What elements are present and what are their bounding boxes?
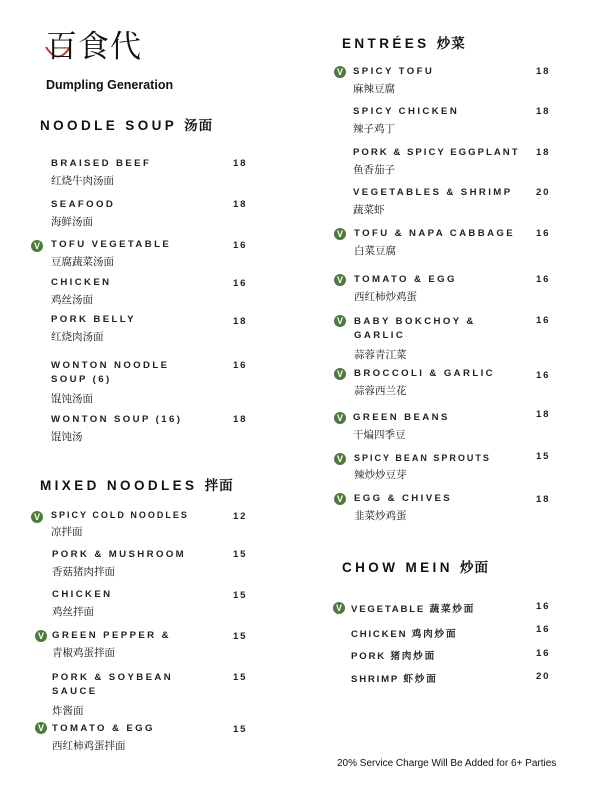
menu-item-green-pepper xyxy=(52,630,171,660)
section-title-text: ENTRÉES xyxy=(342,36,430,51)
vegetarian-icon: V xyxy=(334,368,346,380)
item-price: 16 xyxy=(233,360,248,371)
item-price: 16 xyxy=(536,274,551,285)
item-price: 16 xyxy=(233,278,248,289)
menu-item-green-beans xyxy=(353,412,450,442)
item-name: TOMATO & EGG xyxy=(354,274,457,285)
menu-item-pork-mushroom xyxy=(52,549,186,579)
section-title-noodle-soup xyxy=(40,114,213,134)
logo xyxy=(40,29,200,94)
item-name-cn: 蒜蓉青江菜 xyxy=(354,349,407,361)
item-name: BROCCOLI & GARLIC xyxy=(354,368,495,379)
item-name: CHICKEN xyxy=(52,589,113,600)
section-title-chow-mein xyxy=(342,556,489,576)
item-price: 20 xyxy=(536,671,551,682)
item-price: 18 xyxy=(536,147,551,158)
item-price: 16 xyxy=(536,228,551,239)
section-title-text: CHOW MEIN xyxy=(342,560,453,575)
menu-item-egg-chives xyxy=(354,493,452,523)
vegetarian-icon: V xyxy=(35,722,47,734)
menu-item-broccoli-garlic xyxy=(354,368,495,398)
item-name-cn: 西红柿鸡蛋拌面 xyxy=(52,740,126,752)
item-price: 15 xyxy=(233,672,248,683)
vegetarian-icon: V xyxy=(334,274,346,286)
item-price: 18 xyxy=(233,158,248,169)
item-price: 18 xyxy=(233,316,248,327)
chow-mein-item-shrimp: SHRIMP 虾炒面 xyxy=(351,674,438,685)
section-title-entrees xyxy=(342,32,466,52)
item-price: 16 xyxy=(536,601,551,612)
logo-english: Dumpling Generation xyxy=(46,78,174,92)
item-name-cn: 麻辣豆腐 xyxy=(353,83,395,95)
item-name: EGG & CHIVES xyxy=(354,493,453,504)
item-price: 18 xyxy=(233,199,248,210)
chow-mein-item-pork: PORK 猪肉炒面 xyxy=(351,651,436,662)
item-name-cn: 干煸四季豆 xyxy=(353,429,406,441)
item-name-cn: 西红柿炒鸡蛋 xyxy=(354,291,417,303)
item-name: BRAISED BEEF xyxy=(51,158,152,169)
menu-item-wonton-noodle-soup xyxy=(51,359,201,406)
item-name: TOMATO & EGG xyxy=(52,723,155,734)
menu-item-tofu-napa-cabbage xyxy=(354,228,515,258)
menu-item-braised-beef xyxy=(51,158,151,188)
section-title-cn: 汤面 xyxy=(184,118,214,133)
menu-item-vegetables-shrimp xyxy=(353,187,513,217)
item-price: 18 xyxy=(233,414,248,425)
item-price: 18 xyxy=(536,409,551,420)
vegetarian-icon: V xyxy=(334,412,346,424)
item-name: SEAFOOD xyxy=(51,199,116,210)
menu-item-wonton-soup xyxy=(51,414,182,444)
menu-item-baby-bokchoy-garlic xyxy=(354,315,494,362)
vegetarian-icon: V xyxy=(334,228,346,240)
item-name-cn: 鸡丝拌面 xyxy=(52,606,94,618)
item-name-cn: 炸酱面 xyxy=(52,705,84,717)
item-price: 16 xyxy=(536,624,551,635)
item-name: SPICY CHICKEN xyxy=(353,106,460,117)
chow-mein-item-chicken: CHICKEN 鸡肉炒面 xyxy=(351,629,458,640)
item-name-cn: 香菇猪肉拌面 xyxy=(52,566,115,578)
menu-item-tofu-vegetable xyxy=(51,239,171,269)
menu-item-chicken-mixed xyxy=(52,589,113,619)
item-name-cn: 蔬菜虾 xyxy=(353,204,385,216)
item-name-cn: 白菜豆腐 xyxy=(354,245,396,257)
item-name: WONTON SOUP (16) xyxy=(51,414,183,425)
item-name-cn: 红烧肉汤面 xyxy=(51,331,104,343)
vegetarian-icon: V xyxy=(31,511,43,523)
item-name-cn: 蒜蓉西兰花 xyxy=(354,385,407,397)
item-name-cn: 凉拌面 xyxy=(51,526,83,538)
menu-item-spicy-chicken xyxy=(353,106,459,136)
item-name-cn: 韭菜炒鸡蛋 xyxy=(354,510,407,522)
item-price: 16 xyxy=(536,648,551,659)
section-title-text: MIXED NOODLES xyxy=(40,478,198,493)
item-name: GREEN BEANS xyxy=(353,412,450,423)
item-name-cn: 青椒鸡蛋拌面 xyxy=(52,647,115,659)
menu-item-tomato-egg xyxy=(354,274,457,304)
item-name-cn: 红烧牛肉汤面 xyxy=(51,175,114,187)
menu-item-spicy-tofu xyxy=(353,66,434,96)
item-name: SPICY COLD NOODLES xyxy=(51,510,189,520)
section-title-text: NOODLE SOUP xyxy=(40,118,177,133)
item-price: 18 xyxy=(536,106,551,117)
item-name-cn: 豆腐蔬菜汤面 xyxy=(51,256,114,268)
item-price: 15 xyxy=(233,724,248,735)
item-price: 16 xyxy=(536,370,551,381)
item-price: 18 xyxy=(536,494,551,505)
item-name: PORK & MUSHROOM xyxy=(52,549,187,560)
item-price: 15 xyxy=(233,549,248,560)
vegetarian-icon: V xyxy=(334,493,346,505)
vegetarian-icon: V xyxy=(31,240,43,252)
item-name: SPICY TOFU xyxy=(353,66,435,77)
item-name-cn: 鸡丝汤面 xyxy=(51,294,93,306)
item-name: PORK BELLY xyxy=(51,314,136,325)
section-title-cn: 炒菜 xyxy=(436,36,466,51)
item-name: WONTON NOODLE SOUP (6) xyxy=(51,360,170,385)
menu-item-tomato-egg-mixed xyxy=(52,723,155,753)
section-title-cn: 炒面 xyxy=(460,560,489,575)
item-name: VEGETABLES & SHRIMP xyxy=(353,187,513,198)
item-price: 15 xyxy=(233,631,248,642)
item-name-cn: 馄饨汤面 xyxy=(51,393,93,405)
section-title-cn: 拌面 xyxy=(204,478,234,493)
item-name: PORK & SOYBEAN SAUCE xyxy=(52,672,174,697)
menu-item-seafood xyxy=(51,199,115,229)
item-price: 12 xyxy=(233,511,248,522)
section-title-mixed-noodles xyxy=(40,474,234,494)
item-price: 16 xyxy=(233,240,248,251)
item-price: 16 xyxy=(536,315,551,326)
chow-mein-item-vegetable: VEGETABLE 蔬菜炒面 xyxy=(351,604,476,615)
item-name: GREEN PEPPER & xyxy=(52,630,171,641)
item-name: PORK & SPICY EGGPLANT xyxy=(353,147,520,158)
menu-item-spicy-cold-noodles xyxy=(51,510,189,539)
item-name-cn: 辣子鸡丁 xyxy=(353,123,395,135)
vegetarian-icon: V xyxy=(334,66,346,78)
vegetarian-icon: V xyxy=(333,602,345,614)
vegetarian-icon: V xyxy=(35,630,47,642)
menu-item-pork-belly xyxy=(51,314,136,344)
item-name: CHICKEN xyxy=(51,277,112,288)
vegetarian-icon: V xyxy=(334,315,346,327)
item-price: 20 xyxy=(536,187,551,198)
menu-item-chicken xyxy=(51,277,112,307)
vegetarian-icon: V xyxy=(334,453,346,465)
item-name: SPICY BEAN SPROUTS xyxy=(354,453,491,463)
item-name: TOFU & NAPA CABBAGE xyxy=(354,228,516,239)
menu-item-pork-soybean-sauce xyxy=(52,671,202,718)
item-price: 15 xyxy=(536,451,551,462)
menu-item-spicy-bean-sprouts xyxy=(354,453,491,482)
logo-chinese: 百食代 xyxy=(46,29,142,65)
menu-item-pork-spicy-eggplant xyxy=(353,147,520,177)
item-name-cn: 馄饨汤 xyxy=(51,431,83,443)
item-price: 15 xyxy=(233,590,248,601)
item-name: TOFU VEGETABLE xyxy=(51,239,172,250)
item-name-cn: 海鲜汤面 xyxy=(51,216,93,228)
item-price: 18 xyxy=(536,66,551,77)
item-name-cn: 辣炒炒豆芽 xyxy=(354,469,407,481)
item-name-cn: 鱼香茄子 xyxy=(353,164,395,176)
service-charge-note: 20% Service Charge Will Be Added for 6+ Parties xyxy=(337,758,557,769)
item-name: BABY BOKCHOY & GARLIC xyxy=(354,316,476,341)
